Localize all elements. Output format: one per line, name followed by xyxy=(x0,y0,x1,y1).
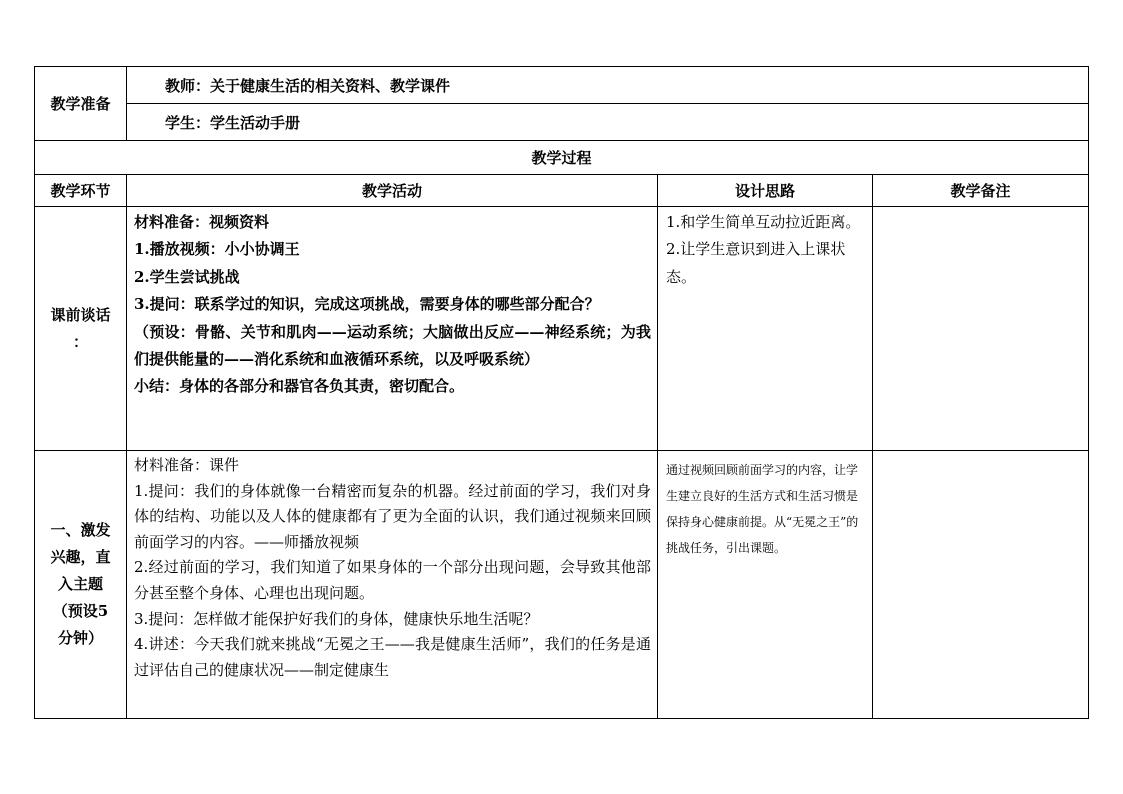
header-section: 教学环节 xyxy=(35,175,127,207)
prep-teacher: 教师：关于健康生活的相关资料、教学课件 xyxy=(127,67,1089,104)
section-label-line: ： xyxy=(72,332,88,351)
section-label-line: 课前谈话 xyxy=(50,305,111,324)
activity-line: 2.学生尝试挑战 xyxy=(134,267,240,286)
activity-cell xyxy=(127,451,658,719)
activity-line: （预设：骨骼、关节和肌肉——运动系统；大脑做出反应——神经系统；为我们提供能量的——消化系统和血液循环系统，以及呼吸系统） xyxy=(134,322,651,369)
header-row xyxy=(35,175,1089,207)
section-label-line: 分钟） xyxy=(57,629,103,647)
section-label-line: 入主题 xyxy=(57,575,103,593)
activity-line: 小结：身体的各部分和器官各负其责，密切配合。 xyxy=(134,377,465,396)
process-title-row xyxy=(35,141,1089,175)
prep-row-student xyxy=(35,104,1089,141)
idea-cell xyxy=(658,207,873,451)
lesson-plan-table xyxy=(34,66,1089,719)
prep-student: 学生：学生活动手册 xyxy=(127,104,1089,141)
idea-line: 2.让学生意识到进入上课状态。 xyxy=(666,240,846,286)
activity-line: 材料准备：课件 xyxy=(134,456,240,474)
activity-line: 3.提问：联系学过的知识，完成这项挑战，需要身体的哪些部分配合？ xyxy=(134,295,600,314)
activity-line: 2.经过前面的学习，我们知道了如果身体的一个部分出现问题，会导致其他部分甚至整个身体、心理也出现问题。 xyxy=(134,558,651,602)
section-label-pre-class xyxy=(35,207,127,451)
process-title: 教学过程 xyxy=(35,141,1089,175)
section-label-line: （预设5 xyxy=(52,602,109,620)
prep-label: 教学准备 xyxy=(35,67,127,141)
table-row xyxy=(35,451,1089,719)
header-activity: 教学活动 xyxy=(127,175,658,207)
activity-line: 4.讲述：今天我们就来挑战“无冕之王——我是健康生活师”，我们的任务是通过评估自己的健康状况——制定健康生 xyxy=(134,635,651,679)
activity-line: 3.提问：怎样做才能保护好我们的身体，健康快乐地生活呢？ xyxy=(134,609,539,628)
notes-cell xyxy=(873,207,1089,451)
activity-cell xyxy=(127,207,658,451)
idea-line: 通过视频回顾前面学习的内容，让学生建立良好的生活方式和生活习惯是保持身心健康前提。从“无冕之王”的挑战任务，引出课题。 xyxy=(666,463,859,555)
notes-cell xyxy=(873,451,1089,719)
section-label-intro xyxy=(35,451,127,719)
header-notes: 教学备注 xyxy=(873,175,1089,207)
activity-line: 1.提问：我们的身体就像一台精密而复杂的机器。经过前面的学习，我们对身体的结构、功能以及人体的健康都有了更为全面的认识，我们通过视频来回顾前面学习的内容。——师播放视频 xyxy=(134,481,651,551)
idea-line: 1.和学生简单互动拉近距离。 xyxy=(666,213,861,231)
section-label-line: 一、激发 xyxy=(50,521,111,539)
activity-line: 材料准备：视频资料 xyxy=(134,213,270,231)
table-row xyxy=(35,207,1089,451)
section-label-line: 兴趣，直 xyxy=(50,548,111,566)
activity-line: 1.播放视频：小小协调王 xyxy=(134,240,300,259)
idea-cell xyxy=(658,451,873,719)
prep-row-teacher xyxy=(35,67,1089,104)
header-idea: 设计思路 xyxy=(658,175,873,207)
